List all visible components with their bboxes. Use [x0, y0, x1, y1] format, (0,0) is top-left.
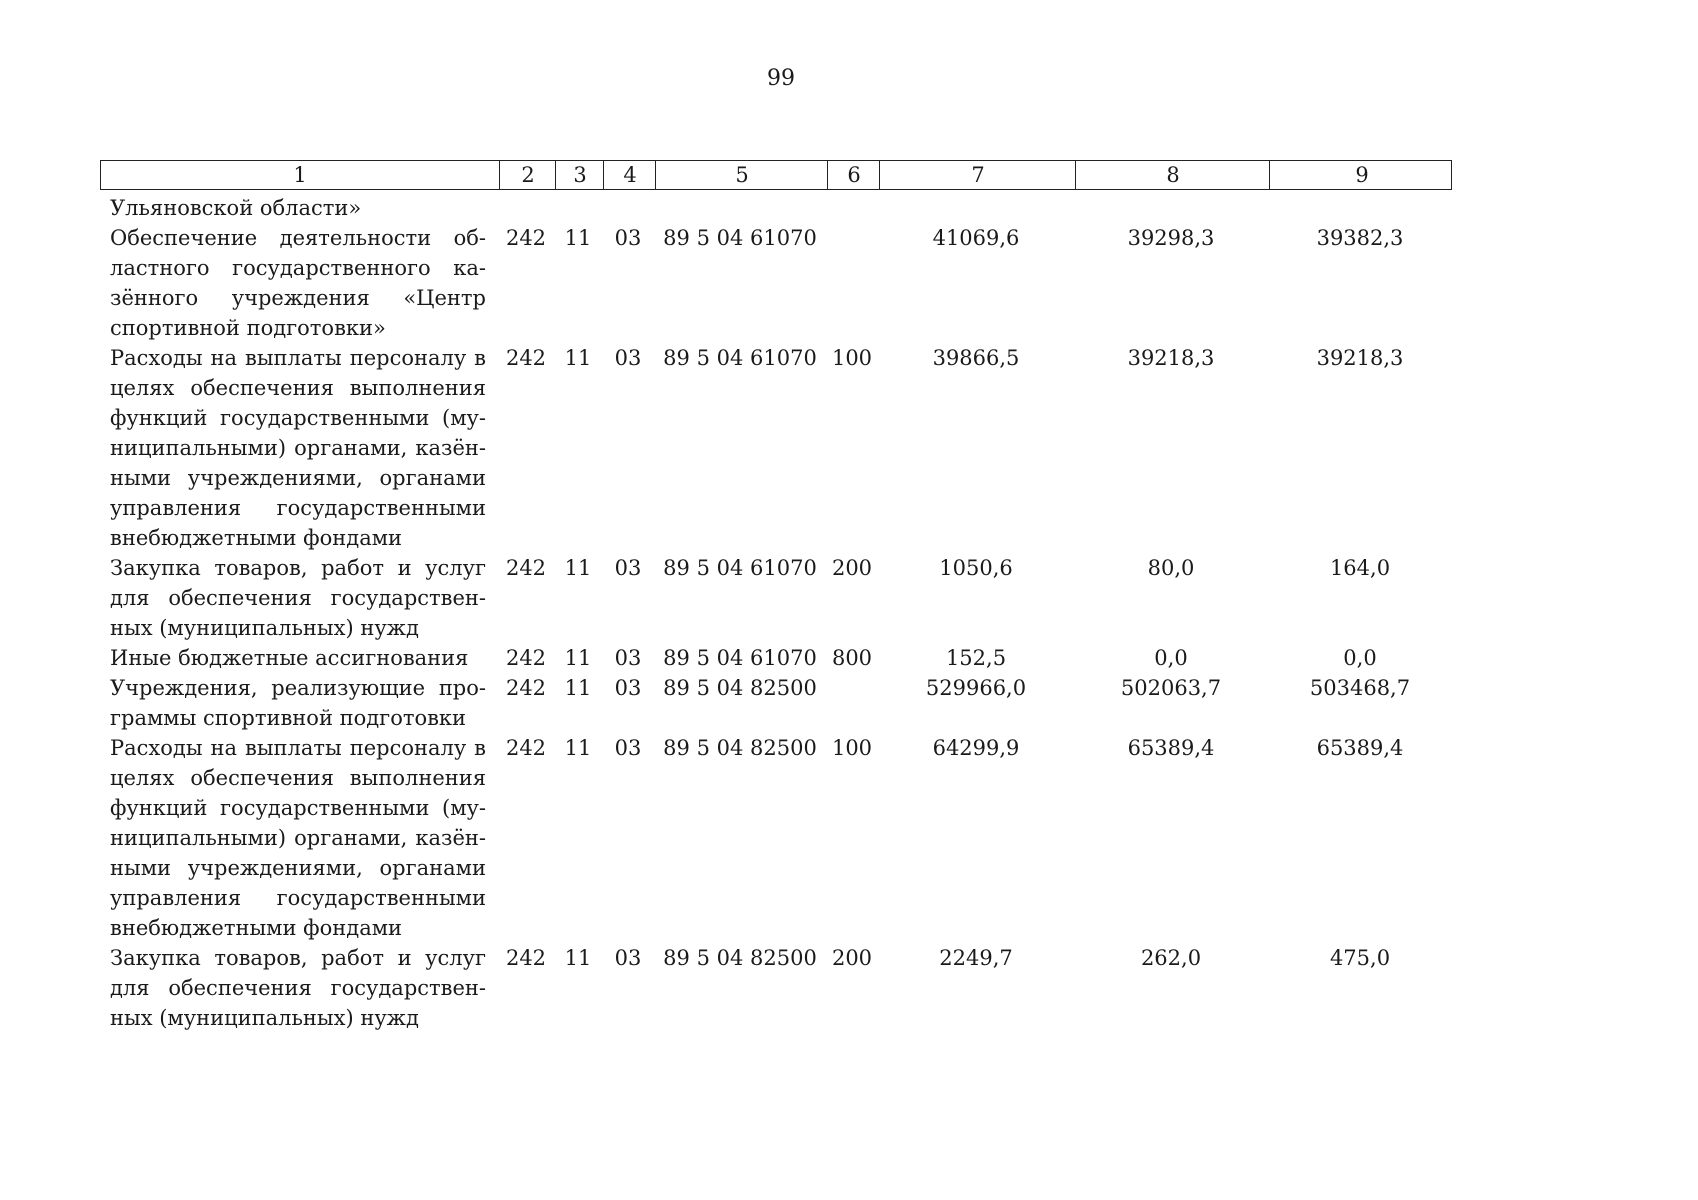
cell-c6: 200	[831, 556, 873, 580]
table-row	[0, 673, 1562, 733]
cell-c5: 89 5 04 82500	[663, 736, 817, 760]
header-col-7: 7	[879, 161, 1076, 189]
cell-c8: 502063,7	[1120, 676, 1222, 700]
row-description	[110, 673, 486, 733]
description-line: Расходы на выплаты персоналу в	[110, 346, 486, 370]
cell-c2: 242	[505, 736, 547, 760]
description-line: для обеспечения государствен-	[110, 586, 486, 610]
cell-c2: 242	[505, 946, 547, 970]
cell-c8: 65389,4	[1127, 736, 1215, 760]
cell-c5: 89 5 04 82500	[663, 946, 817, 970]
table-row	[0, 643, 1562, 673]
cell-c4: 03	[614, 226, 642, 250]
description-line: ниципальными) органами, казён-	[110, 436, 486, 460]
cell-c9: 164,0	[1329, 556, 1391, 580]
description-line: целях обеспечения выполнения	[110, 376, 486, 400]
cell-c8: 39218,3	[1127, 346, 1215, 370]
cell-c7: 529966,0	[925, 676, 1027, 700]
description-line: ными учреждениями, органами	[110, 856, 486, 880]
header-col-3: 3	[555, 161, 604, 189]
description-line: Учреждения, реализующие про-	[110, 676, 486, 700]
cell-c4: 03	[614, 346, 642, 370]
header-col-5: 5	[655, 161, 828, 189]
description-line: ными учреждениями, органами	[110, 466, 486, 490]
cell-c9: 39218,3	[1316, 346, 1404, 370]
description-line: ных (муниципальных) нужд	[110, 1006, 419, 1030]
cell-c7: 2249,7	[939, 946, 1013, 970]
cell-c2: 242	[505, 226, 547, 250]
cell-c4: 03	[614, 946, 642, 970]
row-description	[110, 643, 486, 673]
row-description	[110, 943, 486, 1033]
cell-c5: 89 5 04 61070	[663, 226, 817, 250]
cell-c4: 03	[614, 646, 642, 670]
cell-c7: 41069,6	[932, 226, 1020, 250]
description-line: для обеспечения государствен-	[110, 976, 486, 1000]
description-line: внебюджетными фондами	[110, 526, 403, 550]
header-col-4: 4	[603, 161, 656, 189]
cell-c7: 1050,6	[939, 556, 1013, 580]
cell-c4: 03	[614, 556, 642, 580]
description-line: Ульяновской области»	[110, 196, 362, 220]
table-row	[0, 733, 1562, 943]
cell-c6: 100	[831, 736, 873, 760]
cell-c9: 0,0	[1343, 646, 1377, 670]
description-line: управления государственными	[110, 886, 486, 910]
cell-c5: 89 5 04 82500	[663, 676, 817, 700]
description-line: Расходы на выплаты персоналу в	[110, 736, 486, 760]
cell-c8: 0,0	[1154, 646, 1188, 670]
cell-c8: 39298,3	[1127, 226, 1215, 250]
cell-c5: 89 5 04 61070	[663, 646, 817, 670]
header-col-2: 2	[499, 161, 556, 189]
header-col-1: 1	[293, 163, 307, 187]
cell-c7: 64299,9	[932, 736, 1020, 760]
cell-c9: 475,0	[1329, 946, 1391, 970]
table-row	[0, 223, 1562, 343]
description-line: функций государственными (му-	[110, 796, 486, 820]
description-line: зённого учреждения «Центр	[110, 286, 486, 310]
cell-c6: 100	[831, 346, 873, 370]
cell-c9: 39382,3	[1316, 226, 1404, 250]
row-description	[110, 223, 486, 343]
cell-c9: 65389,4	[1316, 736, 1404, 760]
description-line: Закупка товаров, работ и услуг	[110, 946, 486, 970]
cell-c3: 11	[564, 346, 592, 370]
description-line: ниципальными) органами, казён-	[110, 826, 486, 850]
description-line: ных (муниципальных) нужд	[110, 616, 419, 640]
row-description	[110, 553, 486, 643]
cell-c9: 503468,7	[1309, 676, 1411, 700]
header-col-6: 6	[827, 161, 880, 189]
description-line: управления государственными	[110, 496, 486, 520]
table-row	[0, 943, 1562, 1033]
description-line: Обеспечение деятельности об-	[110, 226, 486, 250]
cell-c6: 800	[831, 646, 873, 670]
cell-c7: 39866,5	[932, 346, 1020, 370]
cell-c2: 242	[505, 346, 547, 370]
description-line: ластного государственного ка-	[110, 256, 486, 280]
table-row	[0, 193, 1562, 223]
cell-c3: 11	[564, 736, 592, 760]
row-description	[110, 733, 486, 943]
row-description	[110, 193, 486, 223]
cell-c4: 03	[614, 736, 642, 760]
table-row	[0, 553, 1562, 643]
description-line: функций государственными (му-	[110, 406, 486, 430]
cell-c4: 03	[614, 676, 642, 700]
cell-c2: 242	[505, 676, 547, 700]
description-line: Иные бюджетные ассигнования	[110, 646, 469, 670]
cell-c5: 89 5 04 61070	[663, 556, 817, 580]
cell-c3: 11	[564, 646, 592, 670]
cell-c5: 89 5 04 61070	[663, 346, 817, 370]
header-col-8: 8	[1075, 161, 1270, 189]
cell-c8: 262,0	[1140, 946, 1202, 970]
cell-c3: 11	[564, 226, 592, 250]
header-col-9: 9	[1269, 161, 1454, 189]
cell-c6: 200	[831, 946, 873, 970]
cell-c3: 11	[564, 556, 592, 580]
description-line: Закупка товаров, работ и услуг	[110, 556, 486, 580]
page-number: 99	[767, 66, 795, 91]
cell-c3: 11	[564, 946, 592, 970]
table-row	[0, 343, 1562, 553]
row-description	[110, 343, 486, 553]
description-line: внебюджетными фондами	[110, 916, 403, 940]
description-line: целях обеспечения выполнения	[110, 766, 486, 790]
cell-c8: 80,0	[1147, 556, 1195, 580]
cell-c3: 11	[564, 676, 592, 700]
description-line: граммы спортивной подготовки	[110, 706, 467, 730]
table-header-row	[100, 160, 1452, 190]
cell-c7: 152,5	[945, 646, 1007, 670]
cell-c2: 242	[505, 556, 547, 580]
description-line: спортивной подготовки»	[110, 316, 386, 340]
cell-c2: 242	[505, 646, 547, 670]
